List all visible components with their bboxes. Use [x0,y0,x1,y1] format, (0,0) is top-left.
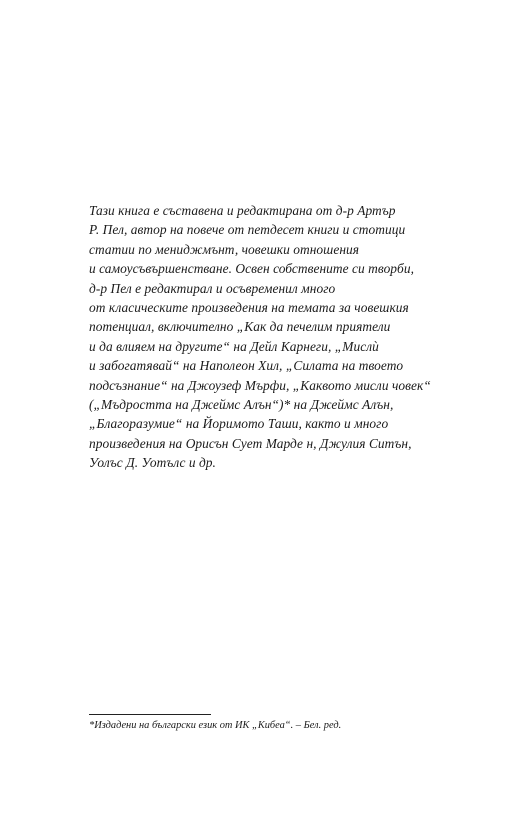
paragraph-line: и забогатявай“ на Наполеон Хил, „Силата на твоето [89,358,404,374]
paragraph-line: статии по мениджмънт, човешки отношения [89,241,360,257]
paragraph-line: произведения на Орисън Сует Марде н, Джулия Ситън, [89,435,412,451]
paragraph-line: („Мъдростта на Джеймс Алън“)* на Джеймс Алън, [89,397,394,413]
paragraph-line: д-р Пел е редактирал и осъвременил много [89,280,336,296]
footnote-divider [89,714,211,715]
paragraph-line: и самоусъвършенстване. Освен собствените си творби, [89,261,414,277]
paragraph-line: от класическите произведения на темата за човешкия [89,300,409,316]
paragraph-line: и да влияем на другите“ на Дейл Карнеги, „Мислѝ [89,338,379,354]
paragraph-line: подсъзнание“ на Джоузеф Мърфи, „Каквото мисли човек“ [89,377,431,393]
paragraph-line: Тази книга е съставена и редактирана от д-р Артър [89,203,396,218]
paragraph-line: Р. Пел, автор на повече от петдесет книги и стотици [89,222,406,238]
paragraph-line: потенциал, включително „Как да печелим приятели [89,319,391,335]
paragraph-line: Уолъс Д. Уотълс и др. [89,455,216,471]
paragraph-line: „Благоразумие“ на Йоримото Таши, както и много [89,416,389,432]
body-paragraph [89,201,439,473]
footnote: *Издадени на български език от ИК „Кибеа“. – Бел. ред. [89,720,342,731]
